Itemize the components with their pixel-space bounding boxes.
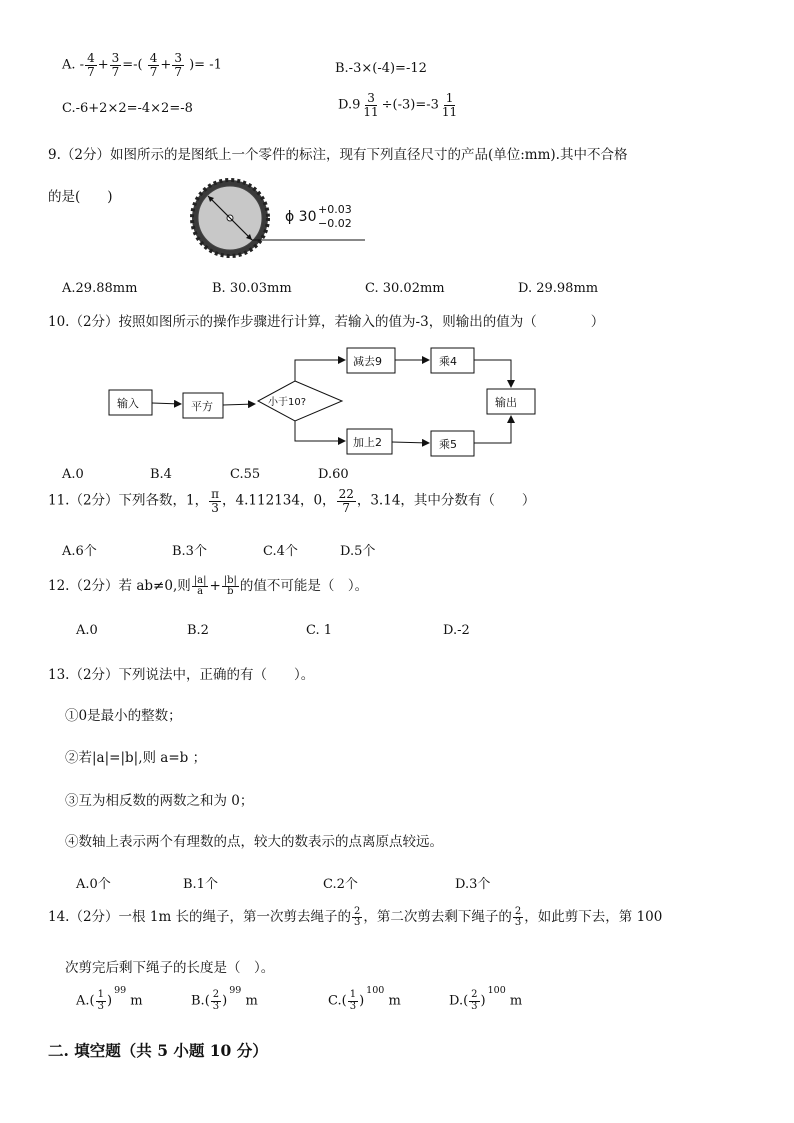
- fraction: $\frac{22}{7}$: [338, 487, 354, 515]
- q13-option-c: C.2个: [323, 877, 358, 892]
- flow-output-label: 输出: [495, 396, 517, 409]
- q10-stem: 10.（2分）按照如图所示的操作步骤进行计算，若输入的值为-3，则输出的值为（ ）: [48, 314, 605, 330]
- fraction: $\frac{2}{3}$: [212, 989, 220, 1012]
- fraction: $\frac{|b|}{b}$: [223, 574, 237, 597]
- fraction: $\frac{3}{11}$: [363, 91, 379, 119]
- fraction: $\frac{2}{3}$: [514, 905, 522, 928]
- q9-option-b: B. 30.03mm: [212, 281, 292, 296]
- q14-option-c: C.( $\frac{1}{3}$ )$^{100}$ m: [328, 984, 401, 1012]
- q8-option-a: A. - $\frac{4}{7}$ + $\frac{3}{7}$ =-( $\frac{4}{7}$ + $\frac{3}{7}$ )= -1: [62, 51, 222, 79]
- q9-stem-line1: 9.（2分）如图所示的是图纸上一个零件的标注，现有下列直径尺寸的产品(单位:mm).其中不合格: [48, 147, 628, 163]
- q11-stem: 11.（2分）下列各数，1， $\frac{\pi}{3}$ ，4.112134，0， $\frac{22}{7}$ ，3.14，其中分数有（ ）: [48, 487, 536, 515]
- flow-bottom2-label: 乘5: [439, 438, 457, 451]
- fraction: $\frac{|a|}{a}$: [193, 574, 207, 597]
- q12-option-c: C. 1: [306, 623, 333, 638]
- q10-option-b: B.4: [150, 467, 172, 482]
- q9-option-a: A.29.88mm: [62, 281, 138, 296]
- q10-option-c: C.55: [230, 467, 261, 482]
- fraction: $\frac{\pi}{3}$: [211, 487, 220, 515]
- lower-tolerance: −0.02: [318, 217, 352, 230]
- fraction: $\frac{1}{11}$: [441, 91, 458, 119]
- q9-option-d: D. 29.98mm: [518, 281, 599, 296]
- q14-option-a: A.( $\frac{1}{3}$ )$^{99}$ m: [76, 984, 143, 1012]
- q11-option-b: B.3个: [172, 544, 207, 559]
- fraction: $\frac{1}{3}$: [349, 989, 357, 1012]
- fraction: $\frac{4}{7}$: [87, 51, 95, 79]
- section-2-heading: 二. 填空题（共 5 小题 10 分）: [48, 1041, 268, 1060]
- q8-option-c: C.-6+2×2=-4×2=-8: [62, 101, 193, 116]
- upper-tolerance: +0.03: [318, 203, 352, 216]
- fraction: $\frac{4}{7}$: [149, 51, 158, 79]
- flow-decision-label: 小于10?: [268, 397, 307, 408]
- q8-option-d: D.9 $\frac{3}{11}$ ÷(-3)=-3 $\frac{1}{11}$: [338, 91, 458, 119]
- q12-option-a: A.0: [76, 623, 98, 638]
- flow-input-label: 输入: [117, 397, 139, 410]
- q11-option-c: C.4个: [263, 544, 298, 559]
- q11-option-a: A.6个: [62, 544, 97, 559]
- diameter-label: ϕ 30: [285, 209, 317, 225]
- fraction: $\frac{3}{7}$: [174, 51, 182, 79]
- q12-option-b: B.2: [187, 623, 209, 638]
- q10-flowchart: [105, 343, 545, 461]
- q12-stem: 12.（2分）若 ab≠0,则 $\frac{|a|}{a}$ + $\frac{|b|}{b}$ 的值不可能是（ ）。: [48, 574, 369, 597]
- q13-option-b: B.1个: [183, 877, 218, 892]
- flow-top2-label: 乘4: [439, 355, 457, 368]
- q13-option-d: D.3个: [455, 877, 491, 892]
- q13-stem: 13.（2分）下列说法中，正确的有（ ）。: [48, 667, 315, 683]
- flow-square-label: 平方: [191, 400, 213, 413]
- fraction: $\frac{2}{3}$: [471, 989, 478, 1012]
- q9-stem-line2: 的是( ): [48, 189, 113, 205]
- q11-option-d: D.5个: [340, 544, 376, 559]
- q13-statement-2: ②若|a|=|b|,则 a=b ；: [65, 750, 207, 766]
- q12-option-d: D.-2: [443, 623, 470, 638]
- q14-option-d: D.( $\frac{2}{3}$ )$^{100}$ m: [449, 984, 523, 1012]
- q14-stem-line2: 次剪完后剩下绳子的长度是（ ）。: [65, 960, 275, 976]
- flow-top1-label: 减去9: [353, 355, 382, 368]
- q9-gear-figure: [190, 176, 370, 260]
- flow-bottom1-label: 加上2: [353, 436, 382, 449]
- fraction: $\frac{2}{3}$: [354, 905, 361, 928]
- fraction: $\frac{1}{3}$: [97, 989, 104, 1012]
- q13-statement-1: ①0是最小的整数；: [65, 708, 182, 724]
- q14-stem-line1: 14.（2分）一根 1m 长的绳子，第一次剪去绳子的 $\frac{2}{3}$ ，第二次剪去剩下绳子的 $\frac{2}{3}$ ，如此剪下去，第 100: [48, 905, 663, 928]
- q9-option-c: C. 30.02mm: [365, 281, 445, 296]
- q10-option-a: A.0: [62, 467, 84, 482]
- q14-option-b: B.( $\frac{2}{3}$ )$^{99}$ m: [191, 984, 258, 1012]
- q8-option-b: B.-3×(-4)=-12: [335, 61, 427, 76]
- q13-option-a: A.0个: [76, 877, 111, 892]
- q13-statement-4: ④数轴上表示两个有理数的点，较大的数表示的点离原点较远。: [65, 834, 443, 850]
- q10-option-d: D.60: [318, 467, 349, 482]
- fraction: $\frac{3}{7}$: [111, 51, 120, 79]
- q13-statement-3: ③互为相反数的两数之和为 0；: [65, 793, 254, 809]
